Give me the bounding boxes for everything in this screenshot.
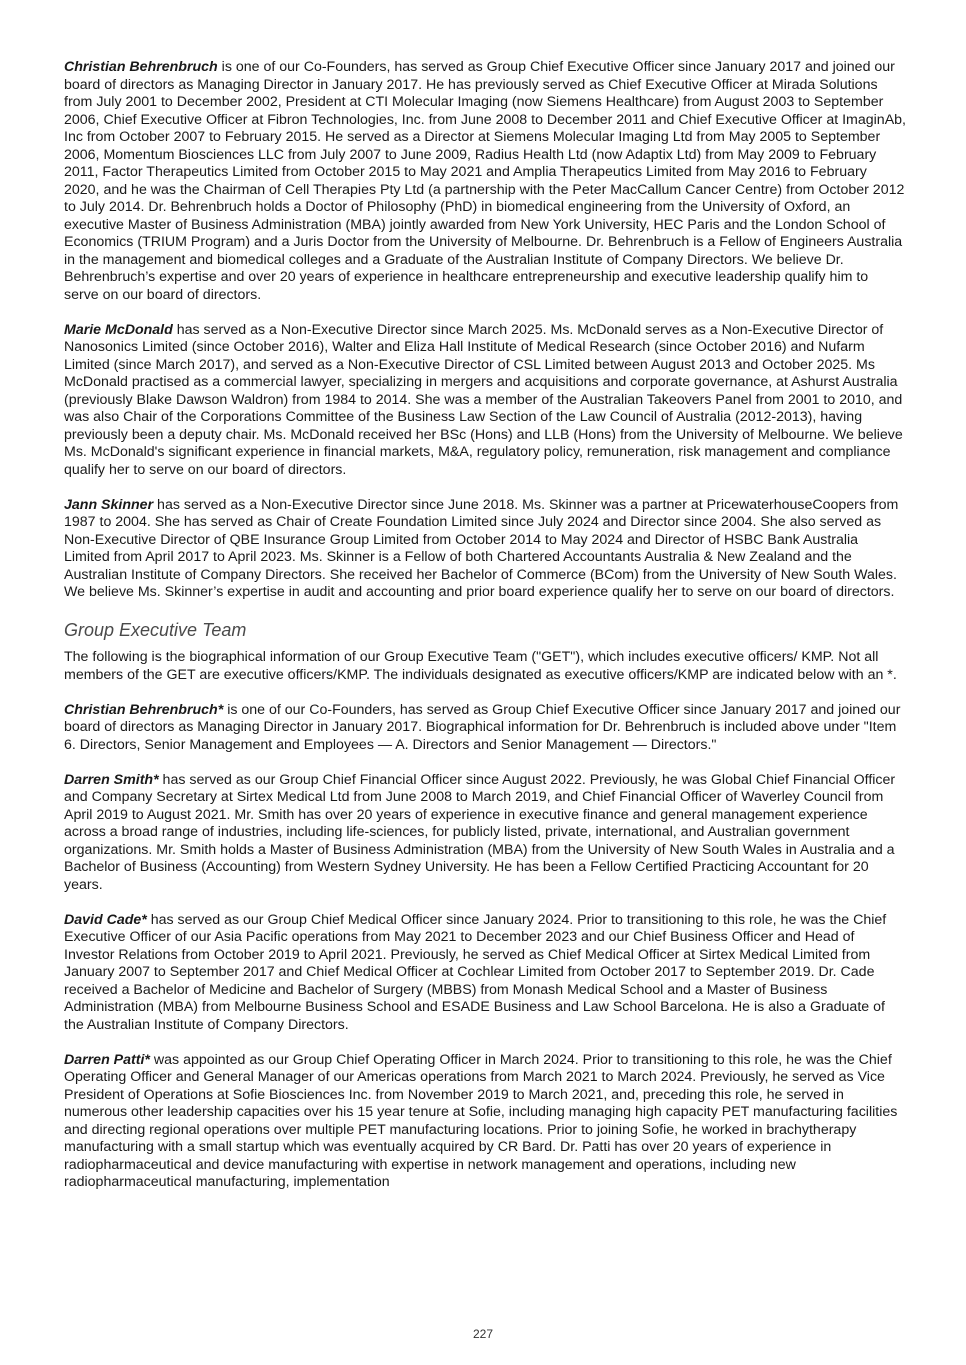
executive-name: Darren Smith*: [64, 771, 159, 788]
executive-name: Christian Behrenbruch*: [64, 701, 224, 718]
director-name: Jann Skinner: [64, 496, 154, 513]
document-body: [64, 59, 906, 1209]
executive-bio-text: was appointed as our Group Chief Operating Officer in March 2024. Prior to transitioning to this role, he was the Chief Operating Officer and General Manager of our Americas operations from March 2021 to March 2024. Previously, he served as Vice President of Operations at Sofie Biosciences Inc. from November 2019 to March 2021, and, preceding this role, he served in numerous other leadership capacities over his 15 year tenure at Sofie, including managing high capacity PET manufacturing facilities and directing regional operations over multiple PET manufacturing locations. Prior to joining Sofie, he worked in brachytherapy manufacturing with a small startup which was eventually acquired by CR Bard. Dr. Patti has over 20 years of experience in radiopharmaceutical and device manufacturing with expertise in network management and operations, including new radiopharmaceutical manufacturing, implementation: [64, 1051, 898, 1190]
executive-bio-text: is one of our Co-Founders, has served as Group Chief Executive Officer since January 2017 and joined our board of directors as Managing Director in January 2017. Biographical information for Dr. Behrenbruch is included above under "Item 6. Directors, Senior Management and Employees — A. Directors and Senior Management — Directors.": [64, 701, 901, 753]
director-bio-mcdonald: [64, 322, 906, 480]
executive-name: Darren Patti*: [64, 1051, 150, 1068]
director-name: Marie McDonald: [64, 321, 173, 338]
page-number: 227: [472, 1327, 494, 1341]
director-bio-skinner: [64, 497, 906, 602]
get-bio-patti: [64, 1052, 906, 1192]
executive-bio-text: has served as our Group Chief Financial Officer since August 2022. Previously, he was Global Chief Financial Officer and Company Secretary at Sirtex Medical Ltd from June 2008 to March 2019, and Chief Financial Officer of Waverley Council from April 2019 to August 2021. Mr. Smith has over 20 years of experience in executive finance and general management experience across a broad range of industries, including life-sciences, for publicly listed, private, international, and Australian government organizations. Mr. Smith holds a Master of Business Administration (MBA) from the University of New South Wales in Australia and a Bachelor of Business (Accounting) from Western Sydney University. He has been a Fellow Certified Practicing Accountant for 20 years.: [64, 771, 896, 893]
get-bio-smith: [64, 772, 906, 895]
director-bio-text: has served as a Non-Executive Director since June 2018. Ms. Skinner was a partner at PricewaterhouseCoopers from 1987 to 2004. She has served as Chair of Create Foundation Limited since July 2024 and Director since 2004. She also served as Non-Executive Director of QBE Insurance Group Limited from October 2014 to May 2024 and Director of HSBC Bank Australia Limited from April 2017 to April 2023. Ms. Skinner is a Fellow of both Chartered Accountants Australia & New Zealand and the Australian Institute of Company Directors. She received her Bachelor of Commerce (BCom) from the University of New South Wales. We believe Ms. Skinner’s expertise in audit and accounting and prior board experience qualify her to serve on our board of directors.: [64, 496, 899, 600]
get-bio-behrenbruch: [64, 702, 906, 755]
director-bio-text: is one of our Co-Founders, has served as Group Chief Executive Officer since January 2017 and joined our board of directors as Managing Director in January 2017. He has previously served as Chief Executive Officer at Mirada Solutions from July 2001 to December 2002, President at CTI Molecular Imaging (now Siemens Healthcare) from August 2003 to September 2006, Chief Executive Officer at Fibron Technologies, Inc. from June 2008 to December 2011 and Chief Executive Officer at ImaginAb, Inc from October 2007 to February 2015. He served as a Director at Siemens Molecular Imaging Ltd from May 2005 to September 2006, Momentum Biosciences LLC from July 2007 to June 2009, Radius Health Ltd (now Adaptix Ltd) from May 2009 to February 2011, Factor Therapeutics Limited from October 2015 to May 2021 and Amplia Therapeutics Limited from May 2016 to February 2020, and he was the Chairman of Cell Therapies Pty Ltd (a partnership with the Peter MacCallum Cancer Centre) from October 2012 to July 2014. Dr. Behrenbruch holds a Doctor of Philosophy (PhD) in biomedical engineering from the University of Oxford, an executive Master of Business Administration (MBA) jointly awarded from New York University, HEC Paris and the London School of Economics (TRIUM Program) and a Juris Doctor from the University of Melbourne. Dr. Behrenbruch is a Fellow of Engineers Australia in the management and biomedical colleges and a Graduate of the Australian Institute of Company Directors. We believe Dr. Behrenbruch’s expertise and over 20 years of experience in healthcare entrepreneurship and executive leadership qualify him to serve on our board of directors.: [64, 59, 906, 303]
get-intro: The following is the biographical information of our Group Executive Team ("GET"), which includes executive officers/ KMP. Not all members of the GET are executive officers/KMP. The individuals designated as executive officers/KMP are indicated below with an *.: [64, 649, 897, 683]
director-bio-behrenbruch: [64, 59, 906, 304]
director-bio-text: has served as a Non-Executive Director since March 2025. Ms. McDonald serves as a Non-Executive Director of Nanosonics Limited (since October 2016), Walter and Eliza Hall Institute of Medical Research (since October 2016) and Nufarm Limited (since March 2017), and served as a Non-Executive Director of CSL Limited between August 2013 and October 2025. Ms McDonald practised as a commercial lawyer, specializing in mergers and acquisitions and corporate governance, at Ashurst Australia (previously Blake Dawson Waldron) from 1984 to 2014. She was a member of the Australian Takeovers Panel from 2001 to 2010, and was also Chair of the Corporations Committee of the Business Law Section of the Law Council of Australia (2012-2013), having previously been a deputy chair. Ms. McDonald received her BSc (Hons) and LLB (Hons) from the University of Melbourne. We believe Ms. McDonald's significant experience in financial markets, M&A, regulatory policy, remuneration, risk management and compliance qualify her to serve on our board of directors.: [64, 321, 903, 478]
executive-bio-text: has served as our Group Chief Medical Officer since January 2024. Prior to transitioning to this role, he was the Chief Executive Officer of our Asia Pacific operations from May 2021 to December 2023 and our Chief Business Officer and Head of Investor Relations from October 2019 to April 2021. Previously, he served as Chief Medical Officer at Sirtex Medical Limited from January 2007 to September 2017 and Chief Medical Officer at Cochlear Limited from October 2017 to September 2019. Dr. Cade received a Bachelor of Medicine and Bachelor of Surgery (MBBS) from Monash Medical School and a Master of Business Administration (MBA) from Melbourne Business School and ESADE Business and Law School Barcelona. He is also a Graduate of the Australian Institute of Company Directors.: [64, 911, 887, 1033]
section-heading-group-executive-team: Group Executive Team: [64, 620, 247, 640]
get-bio-cade: [64, 912, 906, 1035]
executive-name: David Cade*: [64, 911, 147, 928]
director-name: Christian Behrenbruch: [64, 59, 218, 75]
